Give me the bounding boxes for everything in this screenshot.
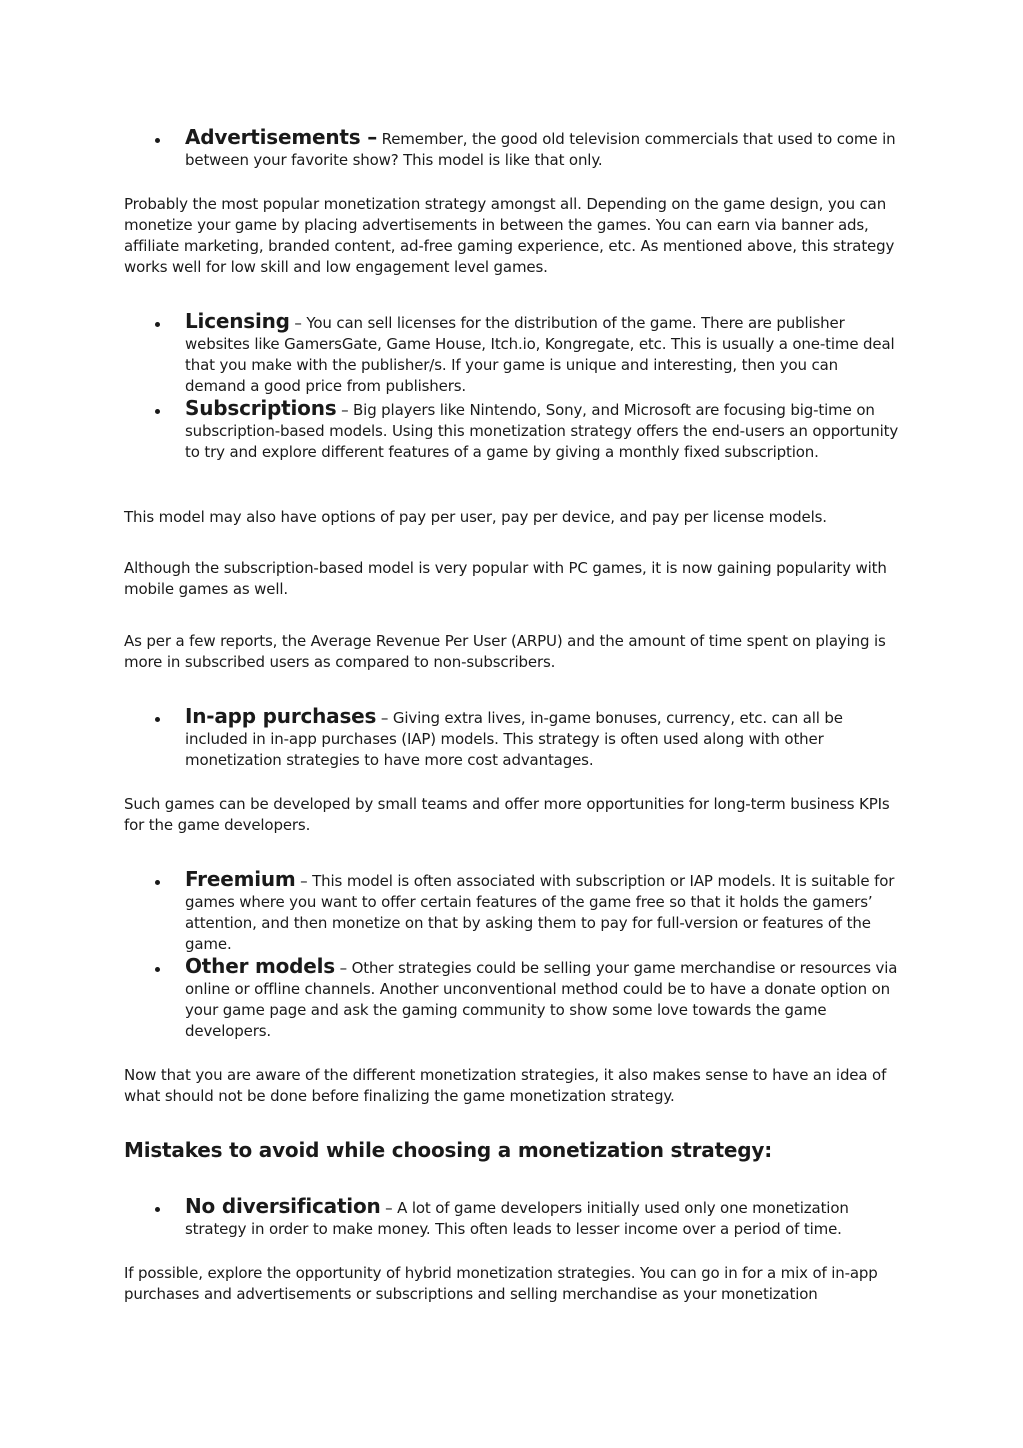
bullet-text: – You can sell licenses for the distribution of the game. There are publisher websites like GamersGate, Game House, Itch.io, Kongregate, etc. This is usually a one-time deal that you make with the publisher/s. If your game is unique and interesting, then you can demand a good price from publishers. <box>185 314 895 395</box>
bullet-freemium <box>185 869 903 955</box>
bullet-text: – A lot of game developers initially used only one monetization strategy in order to make money. This often leads to lesser income over a period of time. <box>185 1199 849 1238</box>
bullet-text: – This model is often associated with subscription or IAP models. It is suitable for games where you want to offer certain features of the game free so that it holds the gamers’ attention, and then monetize on that by asking them to pay for full-version or features of the game. <box>185 872 895 953</box>
bullet-marker <box>155 708 165 718</box>
paragraph-hybrid: If possible, explore the opportunity of hybrid monetization strategies. You can go in for a mix of in-app purchases and advertisements or subscriptions and selling merchandise as your monetization <box>124 1264 878 1303</box>
bullet-marker <box>155 400 165 410</box>
section-heading: Mistakes to avoid while choosing a monetization strategy: <box>124 1138 773 1162</box>
bullet-term: Other models <box>185 954 336 978</box>
bullet-term: Subscriptions <box>185 396 337 420</box>
bullet-term: Licensing <box>185 309 290 333</box>
paragraph-small-teams: Such games can be developed by small teams and offer more opportunities for long-term business KPIs for the game developers. <box>124 795 890 834</box>
bullet-marker <box>155 129 165 139</box>
bullet-marker <box>155 1198 165 1208</box>
paragraph-awareness: Now that you are aware of the different monetization strategies, it also makes sense to have an idea of what should not be done before finalizing the game monetization strategy. <box>124 1066 887 1105</box>
bullet-text: – Big players like Nintendo, Sony, and Microsoft are focusing big-time on subscription-based models. Using this monetization strategy offers the end-users an opportunity to try and explore different features of a game by giving a monthly fixed subscription. <box>185 401 899 461</box>
bullet-other-models <box>185 956 903 1042</box>
bullet-text: – Giving extra lives, in-game bonuses, currency, etc. can all be included in in-app purchases (IAP) models. This strategy is often used along with other monetization strategies to have more cost advantages. <box>185 709 843 769</box>
bullet-term: No diversification <box>185 1194 381 1218</box>
bullet-term: Freemium <box>185 867 296 891</box>
bullet-text: Remember, the good old television commercials that used to come in between your favorite show? This model is like that only. <box>185 130 896 169</box>
bullet-term: In-app purchases <box>185 704 377 728</box>
bullet-term: Advertisements – <box>185 125 378 149</box>
paragraph-advertising-strategy: Probably the most popular monetization strategy amongst all. Depending on the game design, you can monetize your game by placing advertisements in between the games. You can earn via banner ads, affiliate marketing, branded content, ad-free gaming experience, etc. As mentioned above, this strategy works well for low skill and low engagement level games. <box>124 195 895 276</box>
bullet-marker <box>155 958 165 968</box>
bullet-no-diversification <box>185 1196 903 1240</box>
bullet-advertisements <box>185 127 903 171</box>
paragraph-arpu: As per a few reports, the Average Revenue Per User (ARPU) and the amount of time spent on playing is more in subscribed users as compared to non-subscribers. <box>124 632 886 671</box>
bullet-marker <box>155 871 165 881</box>
paragraph-pay-options: This model may also have options of pay per user, pay per device, and pay per license models. <box>124 508 827 526</box>
bullet-licensing <box>185 311 903 397</box>
bullet-subscriptions <box>185 398 903 463</box>
bullet-text: – Other strategies could be selling your game merchandise or resources via online or offline channels. Another unconventional method could be to have a donate option on your game page and ask the gaming community to show some love towards the game developers. <box>185 959 898 1040</box>
bullet-marker <box>155 313 165 323</box>
bullet-in-app-purchases <box>185 706 903 771</box>
paragraph-subscription-popularity: Although the subscription-based model is very popular with PC games, it is now gaining popularity with mobile games as well. <box>124 559 887 598</box>
